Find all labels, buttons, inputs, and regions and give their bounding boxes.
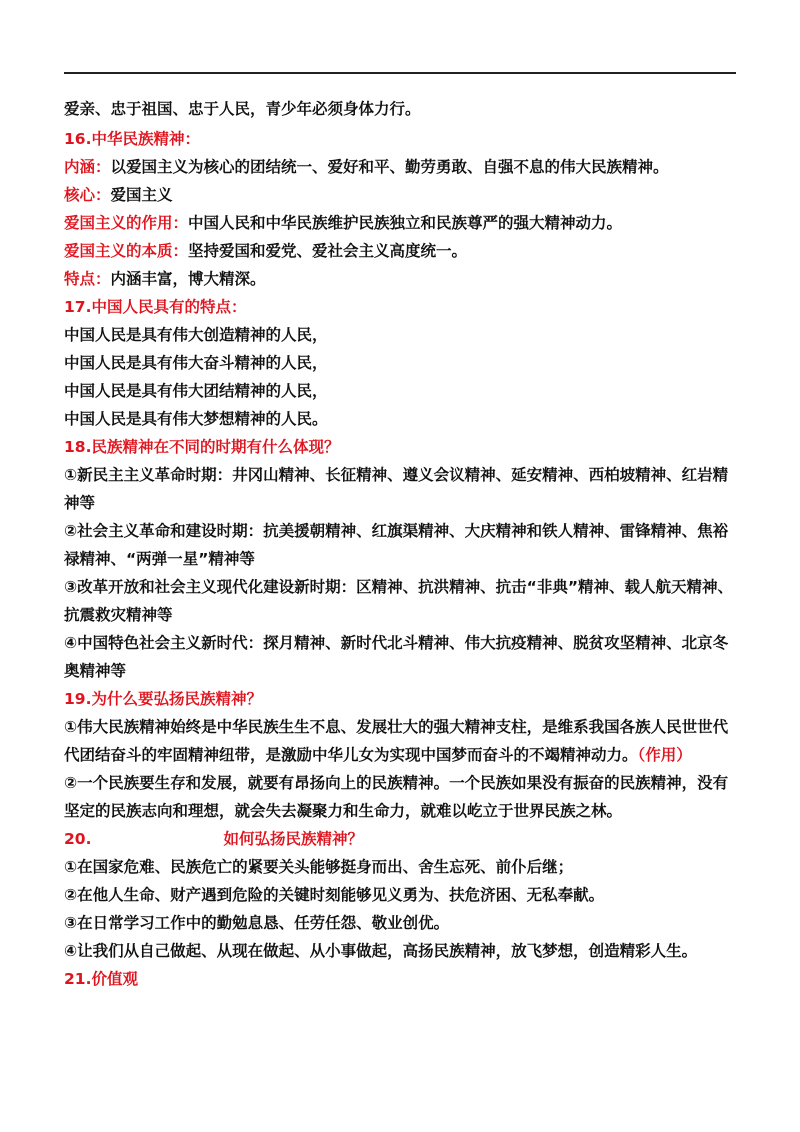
s19-item-1 <box>64 713 736 769</box>
section-19-heading: 19.为什么要弘扬民族精神？ <box>64 690 262 708</box>
s18-item: ③改革开放和社会主义现代化建设新时期：区精神、抗洪精神、抗击“非典”精神、载人航天精神、抗震救灾精神等 <box>64 578 734 624</box>
section-17-heading: 17.中国人民具有的特点： <box>64 298 247 316</box>
s20-item: ②在他人生命、财产遇到危险的关键时刻能够见义勇为、扶危济困、无私奉献。 <box>64 886 605 904</box>
s17-line: 中国人民是具有伟大奋斗精神的人民， <box>64 354 328 372</box>
s19-item-1-note: （作用） <box>637 746 692 764</box>
section-18-heading: 18.民族精神在不同的时期有什么体现？ <box>64 438 340 456</box>
s16-label: 特点： <box>64 270 111 288</box>
s20-title: 如何弘扬民族精神？ <box>223 830 363 848</box>
s19-item-2: ②一个民族要生存和发展，就要有昂扬向上的民族精神。一个民族如果没有振奋的民族精神，没有坚定的民族志向和理想，就会失去凝聚力和生命力，就难以屹立于世界民族之林。 <box>64 774 729 820</box>
s20-item: ①在国家危难、民族危亡的紧要关头能够挺身而出、舍生忘死、前仆后继； <box>64 858 574 876</box>
s16-item-feature <box>64 265 736 293</box>
s18-item: ④中国特色社会主义新时代：探月精神、新时代北斗精神、伟大抗疫精神、脱贫攻坚精神、北京冬奥精神等 <box>64 634 729 680</box>
s16-text: 以爱国主义为核心的团结统一、爱好和平、勤劳勇敢、自强不息的伟大民族精神。 <box>110 158 669 176</box>
header-rule <box>64 72 736 74</box>
s17-line: 中国人民是具有伟大团结精神的人民， <box>64 382 328 400</box>
s16-text: 坚持爱国和爱党、爱社会主义高度统一。 <box>188 242 468 260</box>
s19-item-1-text: ①伟大民族精神始终是中华民族生生不息、发展壮大的强大精神支柱，是维系我国各族人民世世代代团结奋斗的牢固精神纽带，是激励中华儿女为实现中国梦而奋斗的不竭精神动力。 <box>64 718 729 764</box>
s20-number: 20. <box>64 830 92 848</box>
s18-item: ②社会主义革命和建设时期：抗美援朝精神、红旗渠精神、大庆精神和铁人精神、雷锋精神、焦裕禄精神、“两弹一星”精神等 <box>64 522 729 568</box>
s17-line: 中国人民是具有伟大梦想精神的人民。 <box>64 410 328 428</box>
s16-label: 爱国主义的本质： <box>64 242 189 260</box>
s16-item-connotation <box>64 153 736 181</box>
s16-label: 核心： <box>64 186 111 204</box>
s16-text: 内涵丰富，博大精深。 <box>110 270 266 288</box>
s20-item: ③在日常学习工作中的勤勉息恳、任劳任怨、敬业创优。 <box>64 914 450 932</box>
section-20-heading <box>64 825 736 853</box>
s16-item-essence <box>64 237 736 265</box>
s16-label: 爱国主义的作用： <box>64 214 189 232</box>
s17-line: 中国人民是具有伟大创造精神的人民， <box>64 326 328 344</box>
document-body <box>64 95 736 993</box>
section-21-heading: 21.价值观 <box>64 970 138 988</box>
s16-item-role <box>64 209 736 237</box>
section-16-heading: 16.中华民族精神： <box>64 130 200 148</box>
s16-label: 内涵： <box>64 158 111 176</box>
s20-item: ④让我们从自己做起、从现在做起、从小事做起，高扬民族精神，放飞梦想，创造精彩人生。 <box>64 942 698 960</box>
s18-item: ①新民主主义革命时期：井冈山精神、长征精神、遵义会议精神、延安精神、西柏坡精神、红岩精神等 <box>64 466 729 512</box>
continued-text: 爱亲、忠于祖国、忠于人民，青少年必须身体力行。 <box>64 100 421 118</box>
s16-text: 中国人民和中华民族维护民族独立和民族尊严的强大精神动力。 <box>188 214 623 232</box>
s16-item-core <box>64 181 736 209</box>
s16-text: 爱国主义 <box>110 186 173 204</box>
